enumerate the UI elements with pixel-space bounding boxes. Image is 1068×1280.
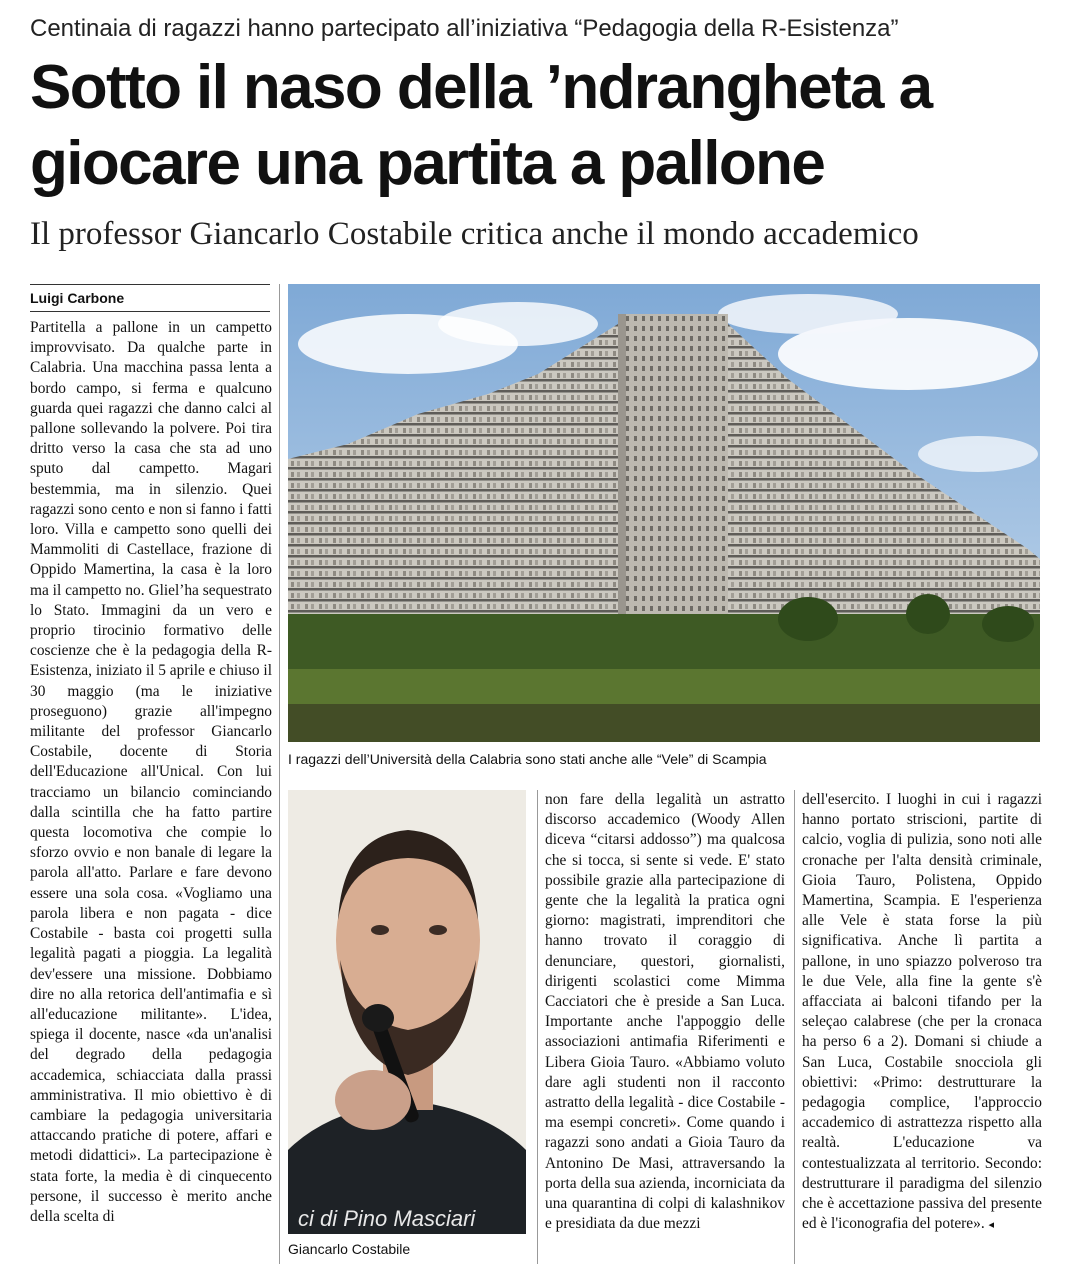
byline: Luigi Carbone xyxy=(30,290,125,306)
article-kicker: Centinaia di ragazzi hanno partecipato all’iniziativa “Pedagogia della R-Esistenza” xyxy=(30,15,899,42)
body-column-4-text: dell'esercito. I luoghi in cui i ragazzi hanno portato striscioni, partite di calcio, voglia di pulizia, sono noti alle cronache per l'alta densità criminale, Gioia Tauro, Polistena, Oppido Mamertina, Scampia. E l'esperienza alle Vele è stata forse la più significativa. Anche lì partita a pallone, in uno spiazzo polveroso tra le due Vele, alla fine la gente s'è affacciata ai balconi tifando per la seleçao calabrese (che per la cronaca ha perso 6 a 2). Domani si chiude a San Luca, Costabile snocciola gli obiettivi: «Primo: destrutturare la pedagogia complice, l'approccio accademico di astrattezza rispetto alla realtà. L'educazione va contestualizzata al territorio. Secondo: destrutturare il paradigma del silenzio che è accettazione passiva del presente ed è l'iconografia del potere». xyxy=(802,791,1042,1233)
article-deck: Il professor Giancarlo Costabile critica anche il mondo accademico xyxy=(30,216,919,252)
main-photo-caption: I ragazzi dell’Università della Calabria sono stati anche alle “Vele” di Scampia xyxy=(288,751,767,767)
body-column-3: non fare della legalità un astratto discorso accademico (Woody Allen diceva “citarsi addosso”) ma qualcosa che si tocca, si sente si vede. E' stato possibile grazie alla partecipazione di gente che la legalità la pratica ogni giorno: magistrati, imprenditori che hanno trovato il coraggio di denunciare, questori, giornalisti, dirigenti scolastici come Mimma Cacciatori che è preside a San Luca. Importante anche l'appoggio delle associazioni antimafia Riferimenti e Libera Gioia Tauro. «Abbiamo voluto dare agli studenti non il racconto astratto della legalità - dice Costabile - ma esempi concreti». Come quando i ragazzi sono andati a Gioia Tauro da Antonino De Masi, attraversando la porta della sua azienda, incorniciata da una quarantina di colpi di kalashnikov e presidiata da due mezzi xyxy=(545,791,785,1233)
vele-scampia-photo xyxy=(288,284,1040,742)
column-divider-2 xyxy=(537,790,538,1264)
body-column-1: Partitella a pallone in un campetto improvvisato. Da qualche parte in Calabria. Una macchina passa lenta a bordo campo, si ferma e qualcuno guarda quei ragazzi che danno calci al pallone sollevando la polvere. Poi tira dritto verso la casa che sta ad uno sputo dal campetto. Magari bestemmia, ma in silenzio. Quei ragazzi sono cento e non si fanno i fatti loro. Villa e campetto sono quelli dei Mammoliti di Castellace, frazione di Oppido Mamertina, la casa è la loro ma il campetto no. Gliel’ha sequestrato lo Stato. Immagini da un vero e proprio tirocinio formativo delle coscienze che è la pedagogia della R-Esistenza, iniziato il 5 aprile e chiuso il 30 maggio (ma le iniziative proseguono) grazie all'impegno militante del professor Giancarlo Costabile, docente di Storia dell'Educazione all'Unical. Con lui tracciamo un bilancio cominciando dalla scintilla che ha fatto partire questa locomotiva che compie lo sforzo ovvio e non banale di legare la parola all'atto. Parlare e fare devono essere una sola cosa. «Vogliamo una parola libera e non pagata - dice Costabile - basta coi progetti sulla legalità pagati a pioggia. La legalità dev'essere una missione. Dobbiamo dire no alla retorica dell'antimafia e sì all'educazione militante». L'idea, spiega il docente, nasce «da un'analisi del degrado della pedagogia accademica, schiacciata dalla prassi amministrativa. Il mio obiettivo è di cambiare la pedagogia universitaria attaccando pratiche di potere, affari e metodi didattici». La partecipazione è stata forte, la media è di cinquecento persone, il successo è merito anche della scelta di xyxy=(30,319,272,1225)
portrait-caption: Giancarlo Costabile xyxy=(288,1241,411,1257)
body-column-4 xyxy=(802,790,1042,1262)
column-divider-3 xyxy=(794,790,795,1264)
byline-rule-top xyxy=(30,284,270,285)
end-of-article-mark: ◂ xyxy=(988,1219,995,1232)
portrait-illustration xyxy=(288,790,526,1234)
tshirt-print: ci di Pino Masciari xyxy=(298,1206,476,1231)
column-divider-1 xyxy=(279,284,280,1264)
costabile-portrait-photo xyxy=(288,790,526,1234)
byline-rule-bottom xyxy=(30,311,270,312)
vele-building-illustration xyxy=(288,284,1040,742)
article-headline: Sotto il naso della ’ndrangheta a giocare una partita a pallone xyxy=(30,53,932,198)
